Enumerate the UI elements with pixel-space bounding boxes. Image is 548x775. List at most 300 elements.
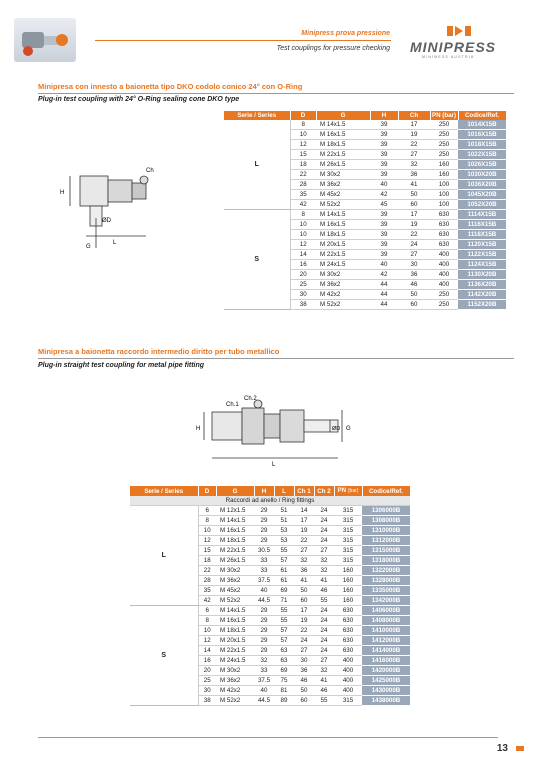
table-cell: 27 <box>398 250 430 260</box>
header-rule <box>95 40 391 41</box>
table-cell: M 36x2 <box>216 576 254 586</box>
table-cell: M 52x2 <box>216 596 254 606</box>
table-cell: 39 <box>370 210 398 220</box>
table-cell: 630 <box>430 230 458 240</box>
table-cell: M 42x2 <box>216 686 254 696</box>
table-cell: 37.5 <box>254 576 274 586</box>
table-cell: 160 <box>430 170 458 180</box>
table-cell: 36 <box>398 170 430 180</box>
table-cell: 24 <box>314 626 334 636</box>
table-cell: 400 <box>430 250 458 260</box>
table-cell: M 24x1.5 <box>216 656 254 666</box>
table-cell: 27 <box>314 656 334 666</box>
table-cell: 32 <box>314 566 334 576</box>
table-cell: 100 <box>430 200 458 210</box>
table-cell: 81 <box>274 686 294 696</box>
table-cell: M 14x1.5 <box>216 516 254 526</box>
table-cell: 19 <box>398 130 430 140</box>
table-cell: 25 <box>290 280 316 290</box>
table-cell: M 42x2 <box>316 290 370 300</box>
section2-drawing <box>196 390 356 473</box>
table-cell: 38 <box>290 300 316 310</box>
table-cell: 41 <box>314 576 334 586</box>
section2-title-en: Plug-in straight test coupling for metal pipe fitting <box>38 362 205 369</box>
table-cell: 250 <box>430 300 458 310</box>
table-cell: 50 <box>294 586 314 596</box>
table-cell: 29 <box>254 536 274 546</box>
table-cell: 39 <box>370 220 398 230</box>
s1-col-g: G <box>316 111 370 120</box>
code-cell: 1152X20B <box>458 300 506 310</box>
table-cell: 55 <box>274 616 294 626</box>
s1-col-serie: Serie / Series <box>224 111 290 120</box>
section1-table <box>224 111 507 310</box>
table-cell: 60 <box>294 696 314 706</box>
table-cell: 630 <box>430 210 458 220</box>
table-row <box>130 506 410 516</box>
table-cell: 27 <box>314 546 334 556</box>
table-cell: 35 <box>198 586 216 596</box>
table-cell: M 30x2 <box>216 666 254 676</box>
table-cell: 42 <box>290 200 316 210</box>
table-cell: 39 <box>370 170 398 180</box>
table-cell: 63 <box>274 646 294 656</box>
table-cell: 29 <box>254 616 274 626</box>
table-cell: M 14x1.5 <box>216 606 254 616</box>
ring-fittings-label: Raccordi ad anello / Ring fittings <box>130 496 410 506</box>
table-cell: 29 <box>254 516 274 526</box>
table-cell: 315 <box>334 526 362 536</box>
table-cell: 55 <box>314 696 334 706</box>
table-cell: 15 <box>290 150 316 160</box>
s2-col-serie: Serie / Series <box>130 486 198 496</box>
table-cell: 14 <box>198 646 216 656</box>
code-cell: 1122X15B <box>458 250 506 260</box>
code-cell: 1306000B <box>362 506 410 516</box>
table-cell: M 18x1.5 <box>216 536 254 546</box>
s1-col-ch: Ch <box>398 111 430 120</box>
table-cell: 44 <box>370 290 398 300</box>
code-cell: 1430000B <box>362 686 410 696</box>
table-cell: 44.5 <box>254 596 274 606</box>
table-cell: 315 <box>334 506 362 516</box>
table-cell: 315 <box>334 516 362 526</box>
table-cell: 41 <box>398 180 430 190</box>
ring-fittings-row <box>130 496 410 506</box>
s2-col-code: Codice/Ref. <box>362 486 410 496</box>
table-cell: M 52x2 <box>316 200 370 210</box>
section2-rule <box>38 358 514 359</box>
table-cell: 8 <box>198 616 216 626</box>
table-cell: 33 <box>254 666 274 676</box>
table-cell: 51 <box>274 516 294 526</box>
table-cell: 6 <box>198 606 216 616</box>
code-cell: 1406000B <box>362 606 410 616</box>
section2-label-l: L <box>272 462 276 468</box>
table-cell: 29 <box>254 526 274 536</box>
table-cell: 38 <box>198 696 216 706</box>
code-cell: 1335000B <box>362 586 410 596</box>
table-cell: 35 <box>290 190 316 200</box>
table-cell: 10 <box>198 526 216 536</box>
table-cell: M 45x2 <box>216 586 254 596</box>
table-cell: 25 <box>198 676 216 686</box>
table-cell: 19 <box>294 526 314 536</box>
table-cell: 10 <box>290 220 316 230</box>
table-row <box>130 606 410 616</box>
table-cell: 630 <box>334 616 362 626</box>
table-cell: 100 <box>430 190 458 200</box>
table-cell: 16 <box>198 656 216 666</box>
table-cell: 12 <box>290 140 316 150</box>
table-cell: 37.5 <box>254 676 274 686</box>
code-cell: 1308000B <box>362 516 410 526</box>
code-cell: 1310000B <box>362 526 410 536</box>
table-cell: 44 <box>370 280 398 290</box>
table-cell: 400 <box>334 676 362 686</box>
table-cell: 36 <box>398 270 430 280</box>
s2-col-ch2: Ch 2 <box>314 486 334 496</box>
table-cell: 89 <box>274 696 294 706</box>
table-row <box>224 210 506 220</box>
table-cell: M 16x1.5 <box>216 616 254 626</box>
code-cell: 1408000B <box>362 616 410 626</box>
table-cell: 17 <box>294 606 314 616</box>
table-cell: 46 <box>398 280 430 290</box>
table-cell: 630 <box>334 626 362 636</box>
table-cell: 40 <box>254 686 274 696</box>
table-cell: M 22x1.5 <box>216 646 254 656</box>
table-cell: 24 <box>314 606 334 616</box>
table-cell: 41 <box>314 676 334 686</box>
table-cell: 32 <box>314 556 334 566</box>
table-cell: 315 <box>334 536 362 546</box>
table-cell: 71 <box>274 596 294 606</box>
table-cell: 33 <box>254 556 274 566</box>
table-cell: M 30x2 <box>216 566 254 576</box>
section1-header-row <box>224 111 506 120</box>
table-cell: 39 <box>370 150 398 160</box>
header-product-photo <box>14 18 76 62</box>
table-cell: 39 <box>370 250 398 260</box>
s2-col-pn-unit: (bar) <box>347 488 359 494</box>
table-cell: 53 <box>274 526 294 536</box>
series-label: L <box>224 120 290 210</box>
table-cell: 250 <box>430 150 458 160</box>
table-cell: 18 <box>290 160 316 170</box>
section2-title-it: Minipresa a baionetta raccordo intermedio diritto per tubo metallico <box>38 347 280 356</box>
s1-col-code: Codice/Ref. <box>458 111 506 120</box>
table-cell: 24 <box>314 536 334 546</box>
table-cell: 22 <box>398 140 430 150</box>
code-cell: 1416000B <box>362 656 410 666</box>
table-cell: 22 <box>398 230 430 240</box>
table-cell: 55 <box>314 596 334 606</box>
s2-col-pn <box>334 486 362 496</box>
table-cell: 29 <box>254 646 274 656</box>
table-cell: 32 <box>294 556 314 566</box>
table-cell: 24 <box>314 636 334 646</box>
table-cell: 400 <box>334 656 362 666</box>
table-cell: 6 <box>198 506 216 516</box>
section2-label-h: H <box>196 426 201 432</box>
table-cell: 75 <box>274 676 294 686</box>
section1-label-d: ØD <box>102 218 111 224</box>
table-cell: 51 <box>274 506 294 516</box>
table-cell: 29 <box>254 506 274 516</box>
table-cell: 12 <box>198 536 216 546</box>
table-cell: 44.5 <box>254 696 274 706</box>
table-cell: M 22x1.5 <box>316 250 370 260</box>
table-cell: 10 <box>198 626 216 636</box>
table-cell: 24 <box>314 526 334 536</box>
table-cell: 40 <box>370 260 398 270</box>
table-cell: 60 <box>294 596 314 606</box>
code-cell: 1142X20B <box>458 290 506 300</box>
table-cell: 39 <box>370 140 398 150</box>
s1-col-d: D <box>290 111 316 120</box>
table-cell: 42 <box>370 270 398 280</box>
table-cell: 50 <box>398 190 430 200</box>
table-cell: 160 <box>430 160 458 170</box>
code-cell: 1052X20B <box>458 200 506 210</box>
table-cell: 8 <box>198 516 216 526</box>
table-cell: 60 <box>398 200 430 210</box>
table-cell: 19 <box>294 616 314 626</box>
table-cell: 18 <box>198 556 216 566</box>
section1-label-g: G <box>86 244 91 250</box>
table-cell: M 36x2 <box>316 180 370 190</box>
table-cell: 50 <box>398 290 430 300</box>
code-cell: 1022X15B <box>458 150 506 160</box>
s2-col-ch1: Ch 1 <box>294 486 314 496</box>
table-cell: 22 <box>198 566 216 576</box>
table-cell: 250 <box>430 120 458 130</box>
page-number-marker <box>516 746 524 751</box>
code-cell: 1420000B <box>362 666 410 676</box>
table-cell: M 16x1.5 <box>316 130 370 140</box>
header-title-it: Minipress prova pressione <box>301 30 390 37</box>
table-cell: 22 <box>294 626 314 636</box>
section2-table <box>130 486 411 706</box>
series-label: L <box>130 506 198 606</box>
table-cell: 29 <box>254 626 274 636</box>
section2-label-ch1: Ch.1 <box>226 402 239 408</box>
table-cell: 30 <box>198 686 216 696</box>
logo-text: MINIPRESS <box>410 39 497 55</box>
table-cell: 19 <box>398 220 430 230</box>
table-cell: 27 <box>294 646 314 656</box>
table-cell: 400 <box>430 270 458 280</box>
table-cell: 24 <box>314 516 334 526</box>
table-cell: 50 <box>294 686 314 696</box>
section1-drawing <box>58 158 158 258</box>
table-cell: 16 <box>290 260 316 270</box>
code-cell: 1036X20B <box>458 180 506 190</box>
s2-col-d: D <box>198 486 216 496</box>
table-cell: 55 <box>274 546 294 556</box>
table-cell: 57 <box>274 626 294 636</box>
series-label: S <box>130 606 198 706</box>
section1-label-ch: Ch <box>146 168 154 174</box>
table-cell: 32 <box>254 656 274 666</box>
header-title-en: Test couplings for pressure checking <box>276 45 390 52</box>
table-cell: M 18x1.5 <box>316 230 370 240</box>
code-cell: 1342000B <box>362 596 410 606</box>
table-cell: 24 <box>314 646 334 656</box>
table-cell: M 24x1.5 <box>316 260 370 270</box>
table-cell: M 52x2 <box>316 300 370 310</box>
table-cell: 57 <box>274 556 294 566</box>
section1-title-it: Minipresa con innesto a baionetta tipo DKO codolo conico 24° con O-Ring <box>38 82 303 91</box>
table-cell: 20 <box>290 270 316 280</box>
table-cell: 36 <box>294 566 314 576</box>
table-cell: 12 <box>290 240 316 250</box>
table-cell: 39 <box>370 240 398 250</box>
table-cell: 17 <box>398 120 430 130</box>
table-cell: 14 <box>290 250 316 260</box>
table-cell: 315 <box>334 556 362 566</box>
code-cell: 1130X20B <box>458 270 506 280</box>
table-cell: 36 <box>294 666 314 676</box>
table-cell: 24 <box>314 616 334 626</box>
code-cell: 1328000B <box>362 576 410 586</box>
table-cell: 39 <box>370 160 398 170</box>
table-cell: M 16x1.5 <box>216 526 254 536</box>
series-label: S <box>224 210 290 310</box>
table-cell: M 26x1.5 <box>216 556 254 566</box>
code-cell: 1114X15B <box>458 210 506 220</box>
table-cell: 28 <box>198 576 216 586</box>
table-cell: 30.5 <box>254 546 274 556</box>
table-cell: 63 <box>274 656 294 666</box>
table-cell: 27 <box>398 150 430 160</box>
table-cell: 160 <box>334 566 362 576</box>
code-cell: 1120X15B <box>458 240 506 250</box>
table-cell: 44 <box>370 300 398 310</box>
code-cell: 1030X20B <box>458 170 506 180</box>
code-cell: 1118X15B <box>458 230 506 240</box>
table-cell: 15 <box>198 546 216 556</box>
table-cell: M 30x2 <box>316 170 370 180</box>
code-cell: 1315000B <box>362 546 410 556</box>
table-cell: 315 <box>334 546 362 556</box>
table-cell: 45 <box>370 200 398 210</box>
s2-col-g: G <box>216 486 254 496</box>
table-cell: 630 <box>430 220 458 230</box>
table-cell: 630 <box>430 240 458 250</box>
table-cell: 250 <box>430 130 458 140</box>
table-cell: 400 <box>430 280 458 290</box>
table-cell: 10 <box>290 130 316 140</box>
table-cell: 46 <box>314 686 334 696</box>
section1-label-l: L <box>113 240 117 246</box>
s1-col-pn: PN (bar) <box>431 112 457 119</box>
table-cell: 60 <box>398 300 430 310</box>
table-cell: M 26x1.5 <box>316 160 370 170</box>
table-cell: 250 <box>430 290 458 300</box>
table-cell: 630 <box>334 636 362 646</box>
table-cell: M 12x1.5 <box>216 506 254 516</box>
table-cell: 39 <box>370 130 398 140</box>
table-cell: 30 <box>398 260 430 270</box>
code-cell: 1414000B <box>362 646 410 656</box>
table-row <box>224 120 506 130</box>
table-cell: 42 <box>370 190 398 200</box>
table-cell: 630 <box>334 646 362 656</box>
code-cell: 1438000B <box>362 696 410 706</box>
table-cell: 160 <box>334 586 362 596</box>
table-cell: M 36x2 <box>316 280 370 290</box>
table-cell: 69 <box>274 586 294 596</box>
code-cell: 1136X20B <box>458 280 506 290</box>
table-cell: 46 <box>314 586 334 596</box>
table-cell: 250 <box>430 140 458 150</box>
table-cell: M 20x1.5 <box>316 240 370 250</box>
table-cell: 160 <box>334 596 362 606</box>
table-cell: 400 <box>430 260 458 270</box>
table-cell: 24 <box>398 240 430 250</box>
code-cell: 1410000B <box>362 626 410 636</box>
table-cell: 22 <box>290 170 316 180</box>
table-cell: M 18x1.5 <box>316 140 370 150</box>
table-cell: 630 <box>334 606 362 616</box>
table-cell: 39 <box>370 120 398 130</box>
section1-title-en: Plug-in test coupling with 24° O-Ring sealing cone DKO type <box>38 96 240 103</box>
table-cell: 12 <box>198 636 216 646</box>
table-cell: 315 <box>334 696 362 706</box>
code-cell: 1312000B <box>362 536 410 546</box>
s2-col-h: H <box>254 486 274 496</box>
code-cell: 1124X15B <box>458 260 506 270</box>
code-cell: 1026X15B <box>458 160 506 170</box>
section2-header-row <box>130 486 410 496</box>
section2-label-g: G <box>346 426 351 432</box>
section1-label-h: H <box>60 190 65 196</box>
code-cell: 1412000B <box>362 636 410 646</box>
table-cell: 42 <box>198 596 216 606</box>
logo-subtext: MINIMESS AUSTRIA <box>422 55 475 59</box>
footer-rule <box>38 737 498 738</box>
table-cell: M 20x1.5 <box>216 636 254 646</box>
table-cell: 57 <box>274 636 294 646</box>
table-cell: 55 <box>274 606 294 616</box>
table-cell: M 22x1.5 <box>316 150 370 160</box>
code-cell: 1018X15B <box>458 140 506 150</box>
table-cell: 100 <box>430 180 458 190</box>
table-cell: 61 <box>274 566 294 576</box>
table-cell: M 30x2 <box>316 270 370 280</box>
table-cell: 17 <box>398 210 430 220</box>
code-cell: 1425000B <box>362 676 410 686</box>
section2-label-ch2: Ch.2 <box>244 396 257 402</box>
table-cell: 27 <box>294 546 314 556</box>
table-cell: 29 <box>254 636 274 646</box>
section2-label-d: ØD <box>332 426 341 432</box>
table-cell: 8 <box>290 120 316 130</box>
table-cell: 39 <box>370 230 398 240</box>
table-cell: 24 <box>314 506 334 516</box>
s2-col-l: L <box>274 486 294 496</box>
table-cell: 22 <box>294 536 314 546</box>
code-cell: 1318000B <box>362 556 410 566</box>
table-cell: 29 <box>254 606 274 616</box>
table-cell: M 14x1.5 <box>316 210 370 220</box>
table-cell: 8 <box>290 210 316 220</box>
table-cell: 14 <box>294 506 314 516</box>
table-cell: 33 <box>254 566 274 576</box>
table-cell: 41 <box>294 576 314 586</box>
